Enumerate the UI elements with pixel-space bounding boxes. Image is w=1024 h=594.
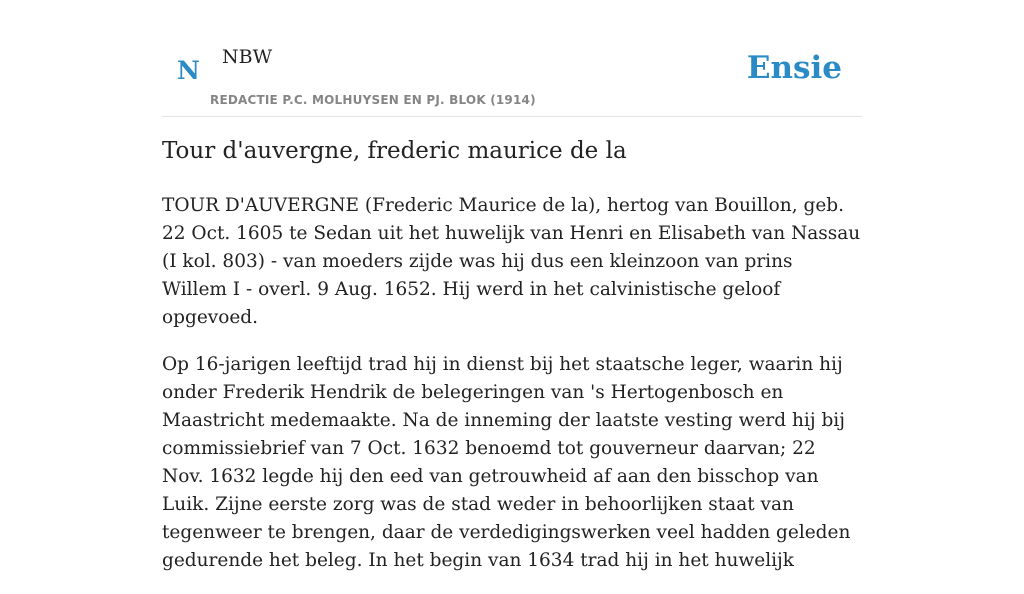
article-body [162,192,862,594]
book-title[interactable]: NBW [222,46,273,68]
brand-logo[interactable]: Ensie [746,50,842,86]
header [162,0,862,117]
article-title: Tour d'auvergne, frederic maurice de la [162,138,627,164]
book-logo-icon[interactable]: N [177,56,200,85]
book-subtitle: REDACTIE P.C. MOLHUYSEN EN PJ. BLOK (1914) [210,93,536,107]
article-paragraph: TOUR D'AUVERGNE (Frederic Maurice de la), hertog van Bouillon, geb. 22 Oct. 1605 te Sedan uit het huwelijk van Henri en Elisabeth van Nassau (I kol. 803) - van moeders zijde was hij dus een kleinzoon van prins Willem I - overl. 9 Aug. 1652. Hij werd in het calvinistische geloof opgevoed. [162,195,861,328]
article-paragraph: Op 16-jarigen leeftijd trad hij in dienst bij het staatsche leger, waarin hij onder Frederik Hendrik de belegeringen van 's Hertogenbosch en Maastricht medemaakte. Na de inneming der laatste vesting werd hij bij commissiebrief van 7 Oct. 1632 benoemd tot gouverneur daarvan; 22 Nov. 1632 legde hij den eed van getrouwheid af aan den bisschop van Luik. Zijne eerste zorg was de stad weder in behoorlijken staat van tegenweer te brengen, daar de verdedigingswerken veel hadden geleden gedurende het beleg. In het begin van 1634 trad hij in het huwelijk [162,354,851,571]
